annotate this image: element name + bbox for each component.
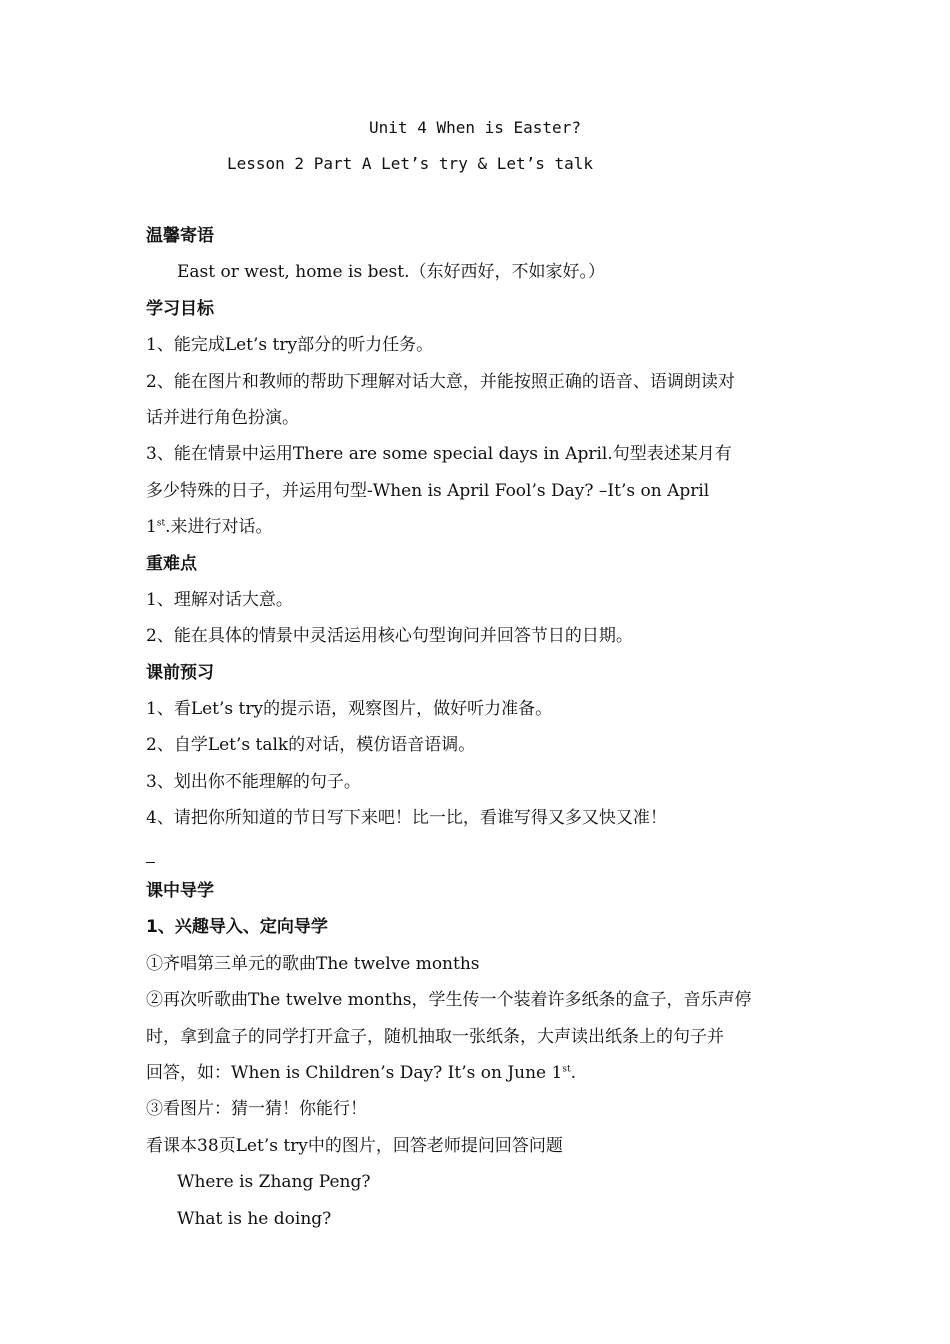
unit-title: Unit 4 When is Easter?: [369, 118, 581, 137]
step-3: ③看图片：猜一猜！你能行！: [146, 1099, 367, 1120]
in-class-heading: 课中导学: [146, 881, 214, 902]
warm-words-text: East or west, home is best.（东好西好，不如家好。）: [177, 262, 605, 283]
step-1: ①齐唱第三单元的歌曲The twelve months: [146, 953, 480, 974]
ordinal-suffix: st: [562, 1064, 571, 1075]
step-2-text: 回答，如：When is Children’s Day? It’s on June 1: [146, 1062, 563, 1083]
preview-heading: 课前预习: [146, 662, 214, 683]
objective-item-3-tail: .来进行对话。: [165, 517, 273, 538]
preview-item-3: 3、划出你不能理解的句子。: [146, 771, 361, 792]
preview-item-4: 4、请把你所知道的节日写下来吧！比一比，看谁写得又多又快又准！: [146, 808, 667, 829]
objective-item-2-line-1: 2、能在图片和教师的帮助下理解对话大意，并能按照正确的语音、语调朗读对: [146, 371, 735, 392]
in-class-subheading: 1、兴趣导入、定向导学: [146, 917, 328, 938]
question-1: Where is Zhang Peng?: [177, 1172, 371, 1193]
short-dash: [146, 862, 155, 863]
key-point-item-2: 2、能在具体的情景中灵活运用核心句型询问并回答节日的日期。: [146, 626, 633, 647]
question-2: What is he doing?: [177, 1208, 332, 1229]
preview-item-1: 1、看Let’s try的提示语，观察图片，做好听力准备。: [146, 699, 553, 720]
warm-words-heading: 温馨寄语: [146, 226, 214, 246]
objective-item-3-line-1: 3、能在情景中运用There are some special days in April.句型表述某月有: [146, 444, 732, 465]
objective-item-1: 1、能完成Let’s try部分的听力任务。: [146, 335, 434, 356]
objectives-heading: 学习目标: [146, 298, 214, 319]
objective-item-2-line-2: 话并进行角色扮演。: [146, 407, 299, 428]
step-2-line-2: 时，拿到盒子的同学打开盒子，随机抽取一张纸条，大声读出纸条上的句子并: [146, 1026, 724, 1047]
document-body: [146, 218, 808, 1237]
key-point-item-1: 1、理解对话大意。: [146, 589, 293, 610]
key-points-heading: 重难点: [146, 553, 197, 574]
objective-item-3-line-2: 多少特殊的日子，并运用句型-When is April Fool’s Day? –It’s on April: [146, 480, 710, 501]
ordinal-number: 1: [146, 517, 157, 538]
step-2-tail: .: [570, 1062, 576, 1083]
step-2-line-3: [146, 1055, 808, 1091]
step-3-description: 看课本38页Let’s try中的图片，回答老师提问回答问题: [146, 1135, 563, 1156]
blank-line: [146, 837, 808, 873]
preview-item-2: 2、自学Let’s talk的对话，模仿语音语调。: [146, 735, 476, 756]
lesson-title: Lesson 2 Part A Let’s try & Let’s talk: [227, 154, 594, 173]
ordinal-suffix: st: [156, 518, 166, 529]
step-2-line-1: ②再次听歌曲The twelve months，学生传一个装着许多纸条的盒子，音乐声停: [146, 990, 752, 1011]
objective-item-3-line-3: [146, 509, 808, 545]
